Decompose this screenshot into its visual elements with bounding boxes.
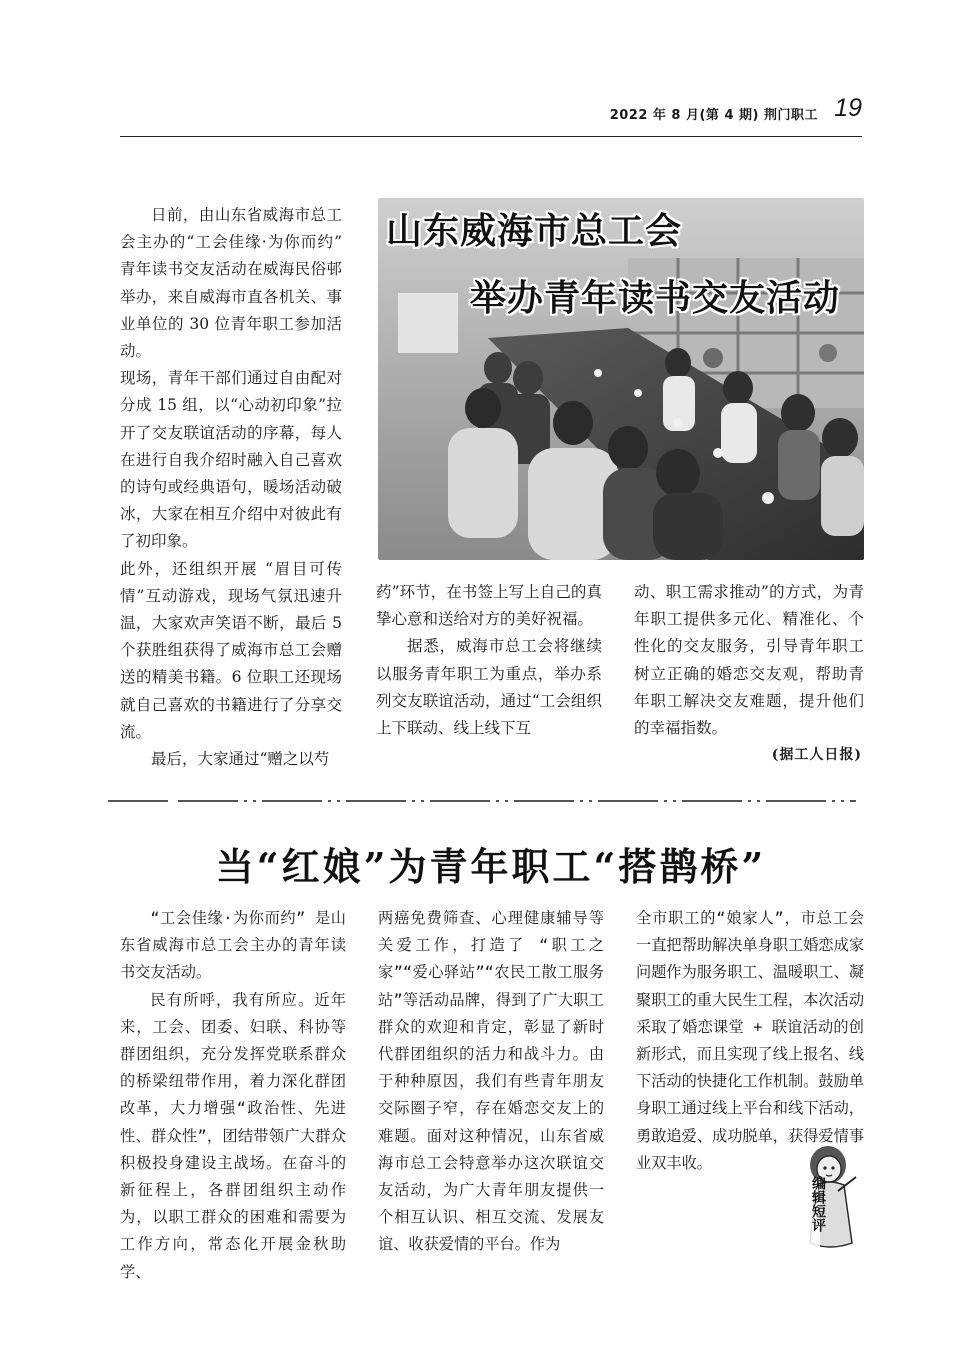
paragraph: 现场，青年干部们通过自由配对分成 15 组，以“心动初印象”拉开了交友联谊活动的序幕，每人在进行自我介绍时融入自己喜欢的诗句或经典语句，暖场活动破冰，大家在相互介绍中对彼此有了初印象。 <box>120 369 342 551</box>
article2-column-1 <box>120 905 346 1286</box>
article2-column-3 <box>636 905 864 1177</box>
editor-comment-badge: 编辑短评 <box>810 1176 826 1232</box>
article2-column-2 <box>378 905 604 1259</box>
issue-label: 2022 年 8 月(第 4 期) 荆门职工 <box>609 108 818 123</box>
paragraph: 药”环节，在书签上写上自己的真挚心意和送给对方的美好祝福。 <box>376 583 602 629</box>
paragraph: 最后，大家通过“赠之以芍 <box>151 750 330 769</box>
paragraph: 民有所呼，我有所应。近年来，工会、团委、妇联、科协等群团组织，充分发挥党联系群众的桥梁纽带作用，着力深化群团改革，大力增强“政治性、先进性、群众性”，团结带领广大群众积极投身建设主战场。在奋斗的新征程上，各群团组织主动作为，以职工群众的困难和需要为工作方向，常态化开展金秋助学、 <box>120 990 346 1281</box>
article1-title-line1: 山东威海市总工会 <box>386 211 683 252</box>
paragraph: 全市职工的“娘家人”，市总工会一直把帮助解决单身职工婚恋成家问题作为服务职工、温暖职工、凝聚职工的重大民生工程，本次活动采取了婚恋课堂 + 联谊活动的创新形式，而且实现了线上报名、线下活动的快捷化工作机制。鼓励单身职工通过线上平台和线下活动，勇敢追爱、成功脱单，获得爱情事业双丰收。 <box>636 909 864 1172</box>
section-divider <box>108 799 856 803</box>
page-number: 19 <box>834 94 862 122</box>
article2-title: 当“红娘”为青年职工“搭鹊桥” <box>215 844 767 889</box>
article1-column-1 <box>120 202 342 773</box>
paragraph: 此外，还组织开展 “眉目可传情”互动游戏，现场气氛迅速升温，大家欢声笑语不断，最后 5 个获胜组获得了威海市总工会赠送的精美书籍。6 位职工还现场就自己喜欢的书籍进行了分享交流。 <box>120 559 342 741</box>
paragraph: 两癌免费筛查、心理健康辅导等关爱工作，打造了 “职工之家”“爱心驿站”“农民工散工服务站”等活动品牌，得到了广大职工群众的欢迎和肯定，彰显了新时代群团组织的活力和战斗力。由于种种原因，我们有些青年朋友交际圈子窄，存在婚恋交友上的难题。面对这种情况，山东省威海市总工会特意举办这次联谊交友活动，为广大青年朋友提供一个相互认识、相互交流、发展友谊、收获爱情的平台。作为 <box>378 909 604 1254</box>
page-header <box>120 96 862 137</box>
article1-column-3 <box>634 579 864 742</box>
source-credit: (据工人日报) <box>771 747 862 763</box>
article1-title-line2: 举办青年读书交友活动 <box>470 278 841 319</box>
paragraph: 动、职工需求推动”的方式，为青年职工提供多元化、精准化、个性化的交友服务，引导青年职工树立正确的婚恋交友观，帮助青年职工解决交友难题，提升他们的幸福指数。 <box>634 583 864 738</box>
article1-column-2 <box>376 579 602 742</box>
paragraph: 据悉，威海市总工会将继续以服务青年职工为重点，举办系列交友联谊活动，通过“工会组织上下联动、线上线下互 <box>376 637 602 738</box>
paragraph: “工会佳缘·为你而约” 是山东省威海市总工会主办的青年读书交友活动。 <box>120 909 346 982</box>
paragraph: 日前，由山东省威海市总工会主办的“工会佳缘·为你而约” 青年读书交友活动在威海民俗邨举办，来自威海市直各机关、事业单位的 30 位青年职工参加活动。 <box>120 206 342 361</box>
